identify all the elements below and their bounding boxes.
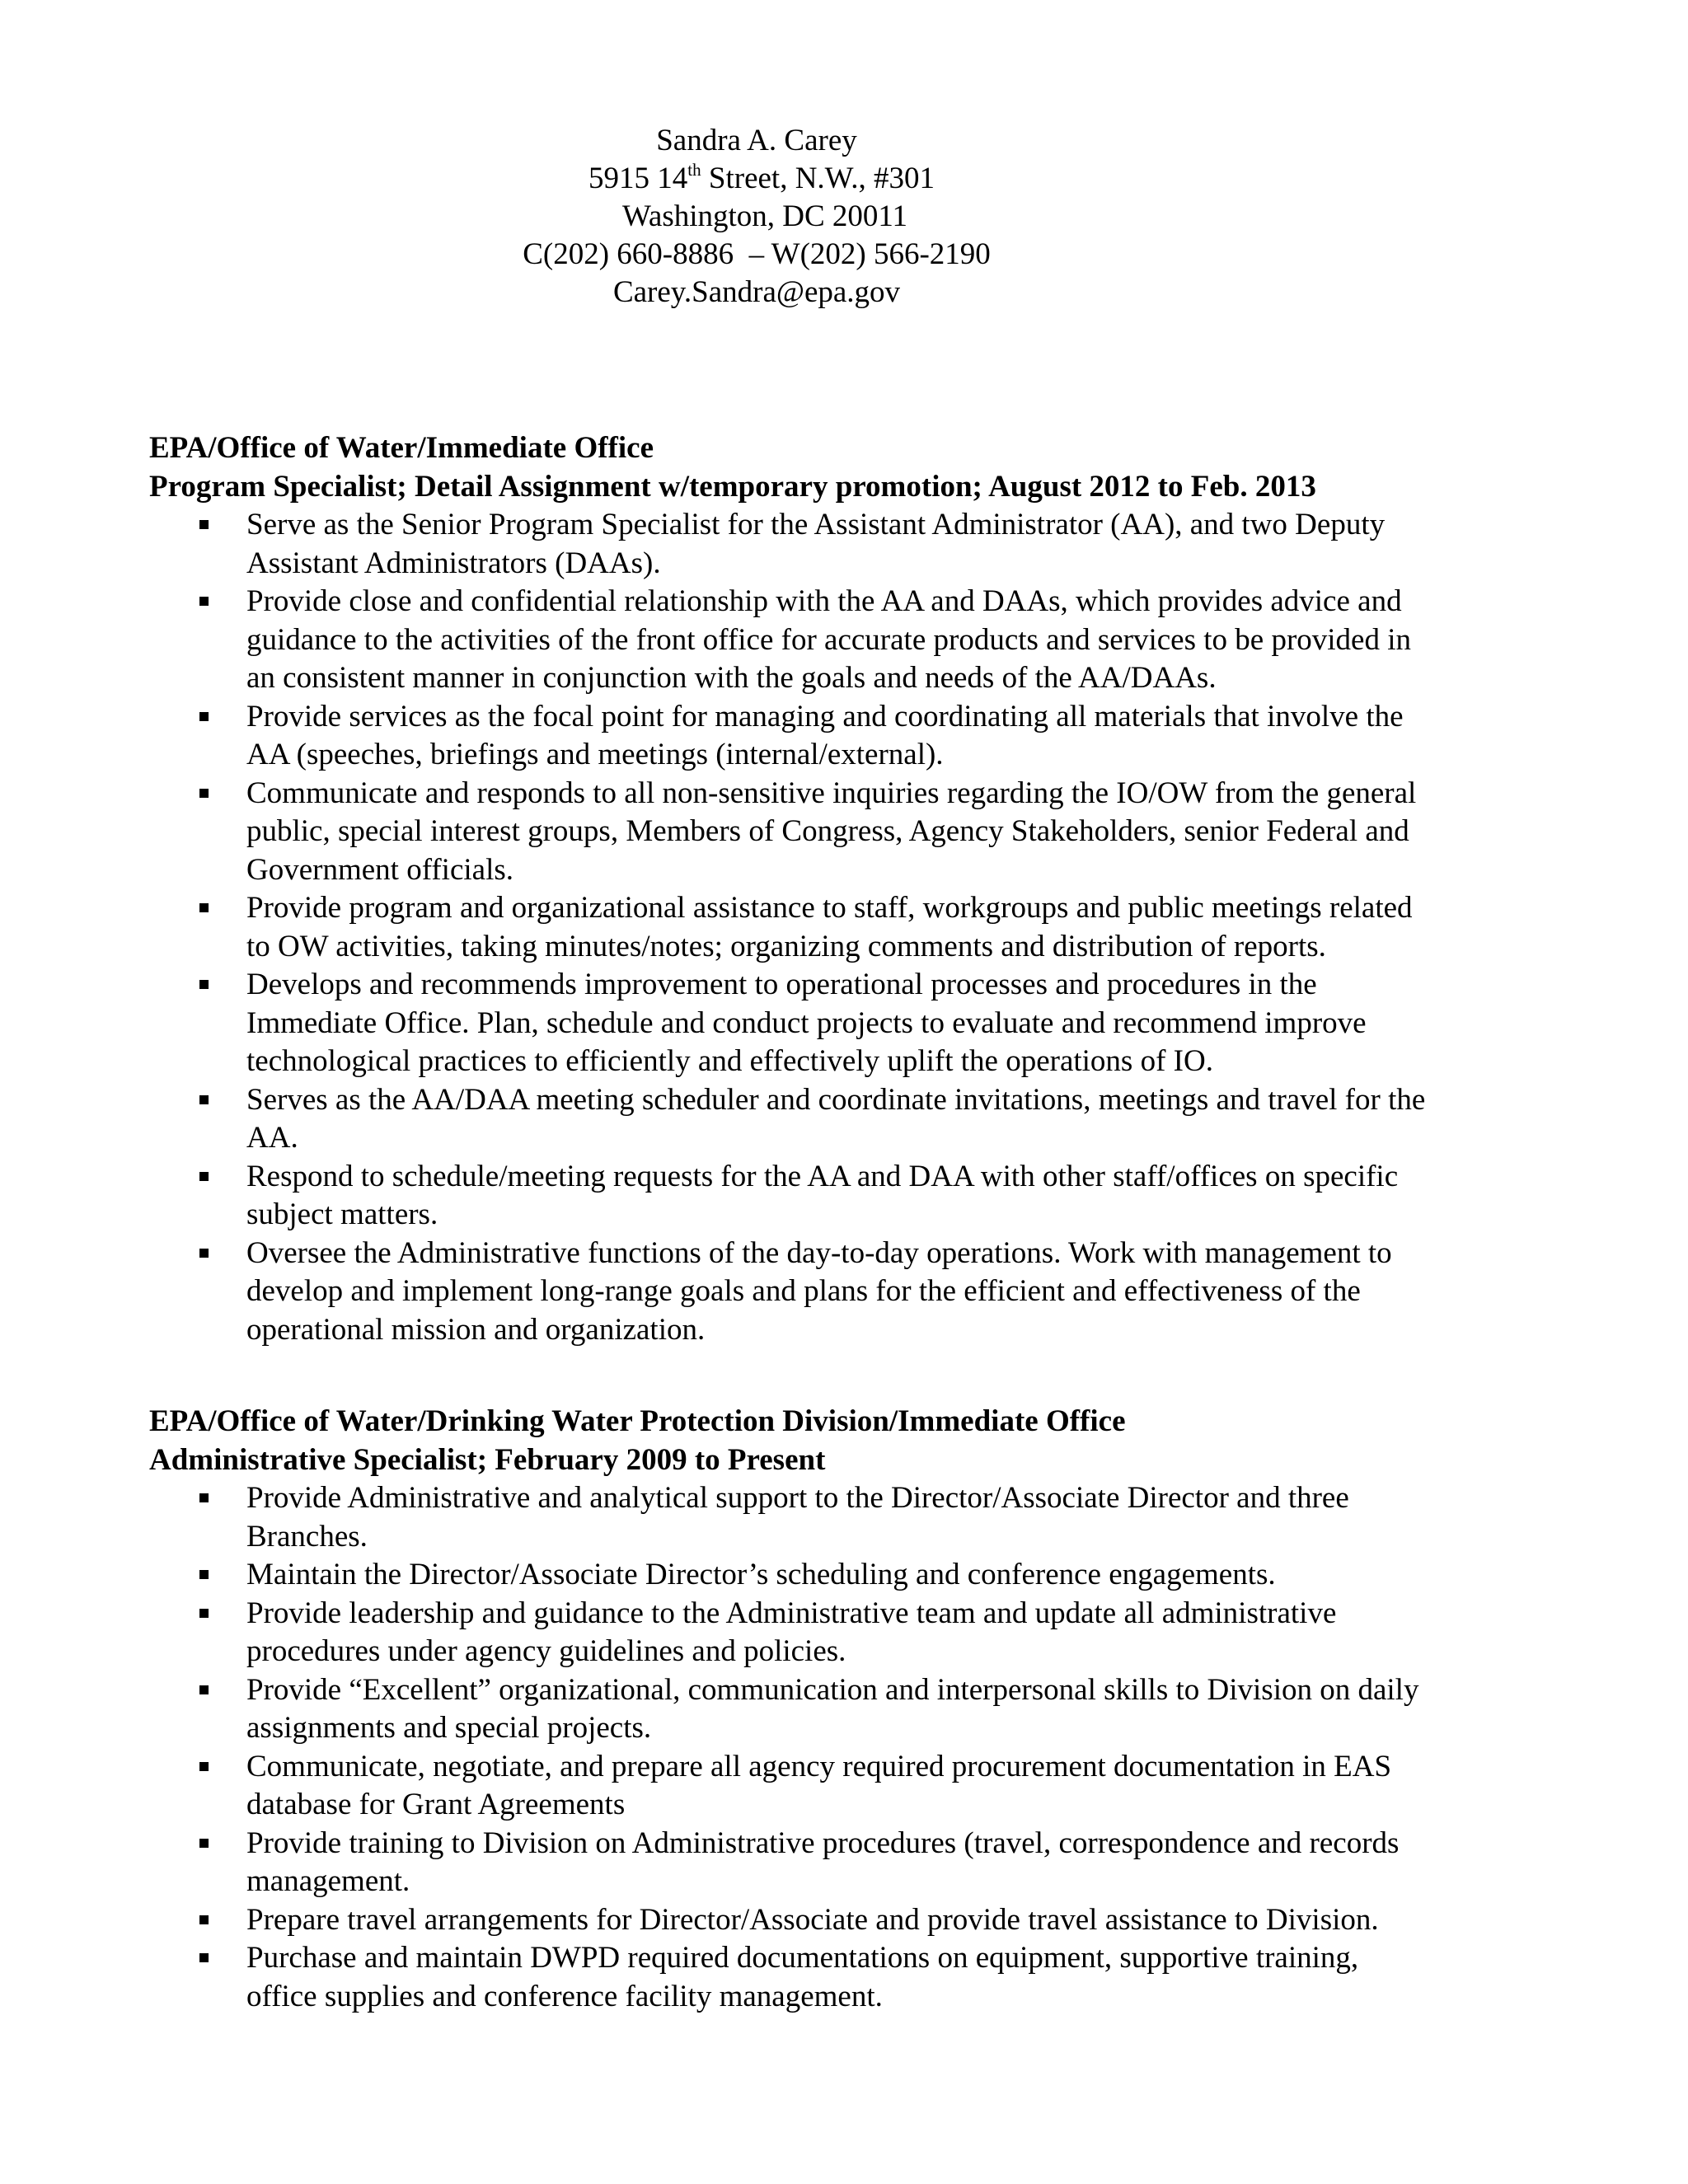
duty-text-line: Maintain the Director/Associate Director’s scheduling and conference engagements. <box>246 1558 1276 1591</box>
duty-text-line: Communicate and responds to all non-sensitive inquiries regarding the IO/OW from the general <box>246 776 1417 810</box>
duty-text-line: Serves as the AA/DAA meeting scheduler and coordinate invitations, meetings and travel for the <box>246 1082 1426 1117</box>
duty-text-line: Communicate, negotiate, and prepare all agency required procurement documentation in EAS <box>246 1749 1392 1783</box>
street-ordinal-suffix: th <box>687 160 701 180</box>
duty-text-line: to OW activities, taking minutes/notes; organizing comments and distribution of reports. <box>246 929 1326 963</box>
duty-text-line: Government officials. <box>246 852 514 887</box>
square-bullet-icon <box>199 1249 209 1258</box>
duty-text-line: Serve as the Senior Program Specialist for the Assistant Administrator (AA), and two Deputy <box>246 508 1386 541</box>
duty-list-item <box>149 583 1550 698</box>
duty-text <box>246 889 1550 966</box>
duty-list <box>149 506 1550 1349</box>
duty-text-line: technological practices to efficiently and effectively uplift the operations of IO. <box>246 1044 1213 1078</box>
square-bullet-icon <box>199 789 209 798</box>
experience-section-1 <box>149 429 1550 1349</box>
duty-text <box>246 966 1550 1081</box>
square-bullet-icon <box>199 1609 209 1618</box>
duty-list-item <box>149 889 1550 966</box>
duty-list-item <box>149 1939 1550 2016</box>
square-bullet-icon <box>199 1493 209 1502</box>
street-number: 5915 14 <box>588 162 688 195</box>
duty-list-item <box>149 698 1550 775</box>
duty-text-line: Provide close and confidential relationship with the AA and DAAs, which provides advice and <box>246 584 1402 618</box>
square-bullet-icon <box>199 1095 209 1104</box>
duty-text-line: Purchase and maintain DWPD required documentations on equipment, supportive training, <box>246 1941 1359 1975</box>
duty-text-line: AA (speeches, briefings and meetings (internal/external). <box>246 738 944 771</box>
duty-list-item <box>149 506 1550 583</box>
duty-text-line: Provide training to Division on Administrative procedures (travel, correspondence and records <box>246 1825 1400 1860</box>
square-bullet-icon <box>199 1953 209 1962</box>
duty-text <box>246 1595 1550 1671</box>
duty-text-line: Provide Administrative and analytical support to the Director/Associate Director and three <box>246 1481 1349 1515</box>
duty-list-item <box>149 1235 1550 1350</box>
duty-text-line: Provide leadership and guidance to the Administrative team and update all administrative <box>246 1596 1337 1630</box>
duty-text-line: Immediate Office. Plan, schedule and conduct projects to evaluate and recommend improve <box>246 1005 1367 1040</box>
duty-text <box>246 1825 1550 1901</box>
duty-text-line: subject matters. <box>246 1197 438 1231</box>
duty-text <box>246 506 1550 583</box>
duty-text-line: Provide program and organizational assistance to staff, workgroups and public meetings related <box>246 891 1413 925</box>
duty-text <box>246 1081 1550 1158</box>
duty-list-item <box>149 1081 1550 1158</box>
section-organization: EPA/Office of Water/Drinking Water Protection Division/Immediate Office <box>149 1404 1126 1438</box>
duty-text-line: office supplies and conference facility management. <box>246 1979 883 2013</box>
duty-text <box>246 775 1550 890</box>
contact-name: Sandra A. Carey <box>656 124 857 157</box>
street-rest: Street, N.W., #301 <box>701 162 935 195</box>
section-organization: EPA/Office of Water/Immediate Office <box>149 431 654 465</box>
square-bullet-icon <box>199 1172 209 1181</box>
contact-city: Washington, DC 20011 <box>621 199 908 233</box>
duty-text <box>246 1748 1550 1825</box>
contact-email: Carey.Sandra@epa.gov <box>612 275 901 309</box>
square-bullet-icon <box>199 1685 209 1694</box>
duty-list-item <box>149 966 1550 1081</box>
duty-text <box>246 1671 1550 1748</box>
duty-text <box>246 1235 1550 1350</box>
square-bullet-icon <box>199 712 209 721</box>
duty-text-line: guidance to the activities of the front office for accurate products and services to be provided in <box>246 622 1412 657</box>
duty-text-line: Respond to schedule/meeting requests for the AA and DAA with other staff/offices on specific <box>246 1159 1399 1193</box>
duty-list-item <box>149 1595 1550 1671</box>
duty-text <box>246 1479 1550 1556</box>
square-bullet-icon <box>199 980 209 989</box>
duty-list-item <box>149 1671 1550 1748</box>
duty-list <box>149 1479 1550 2016</box>
square-bullet-icon <box>199 1570 209 1579</box>
contact-phone: C(202) 660-8886 – W(202) 566-2190 <box>523 237 991 271</box>
duty-text-line: Provide “Excellent” organizational, communication and interpersonal skills to Division on daily <box>246 1672 1419 1707</box>
duty-list-item <box>149 1158 1550 1235</box>
square-bullet-icon <box>199 520 209 529</box>
duty-text <box>246 583 1550 698</box>
duty-text-line: public, special interest groups, Members of Congress, Agency Stakeholders, senior Federal and <box>246 814 1409 848</box>
contact-header <box>0 122 1513 312</box>
duty-text <box>246 1901 1550 1940</box>
duty-text <box>246 1939 1550 2016</box>
section-position-title: Program Specialist; Detail Assignment w/temporary promotion; August 2012 to Feb. 2013 <box>149 470 1316 504</box>
duty-text-line: an consistent manner in conjunction with the goals and needs of the AA/DAAs. <box>246 661 1217 695</box>
duty-text <box>246 698 1550 775</box>
duty-text <box>246 1158 1550 1235</box>
duty-text-line: develop and implement long-range goals and plans for the efficient and effectiveness of the <box>246 1274 1361 1308</box>
experience-section-2 <box>149 1402 1550 2016</box>
duty-list-item <box>149 1825 1550 1901</box>
square-bullet-icon <box>199 903 209 912</box>
duty-text-line: procedures under agency guidelines and policies. <box>246 1634 846 1668</box>
duty-text-line: operational mission and organization. <box>246 1312 706 1347</box>
duty-text-line: assignments and special projects. <box>246 1711 652 1745</box>
section-position-title: Administrative Specialist; February 2009 to Present <box>149 1443 826 1477</box>
duty-list-item <box>149 1748 1550 1825</box>
duty-text-line: Provide services as the focal point for managing and coordinating all materials that involve the <box>246 699 1404 733</box>
square-bullet-icon <box>199 1839 209 1848</box>
duty-list-item <box>149 775 1550 890</box>
square-bullet-icon <box>199 1762 209 1771</box>
duty-text-line: AA. <box>246 1121 298 1155</box>
duty-text-line: Branches. <box>246 1519 368 1554</box>
duty-text-line: Prepare travel arrangements for Director/Associate and provide travel assistance to Division. <box>246 1902 1379 1937</box>
duty-text <box>246 1556 1550 1595</box>
duty-text-line: management. <box>246 1864 410 1898</box>
duty-list-item <box>149 1556 1550 1595</box>
square-bullet-icon <box>199 1915 209 1924</box>
duty-text-line: Oversee the Administrative functions of the day-to-day operations. Work with management to <box>246 1235 1392 1270</box>
duty-text-line: database for Grant Agreements <box>246 1788 626 1821</box>
duty-text-line: Assistant Administrators (DAAs). <box>246 546 661 580</box>
duty-list-item <box>149 1901 1550 1940</box>
square-bullet-icon <box>199 597 209 606</box>
duty-text-line: Develops and recommends improvement to operational processes and procedures in the <box>246 968 1317 1001</box>
duty-list-item <box>149 1479 1550 1556</box>
contact-street-address <box>0 160 1513 198</box>
